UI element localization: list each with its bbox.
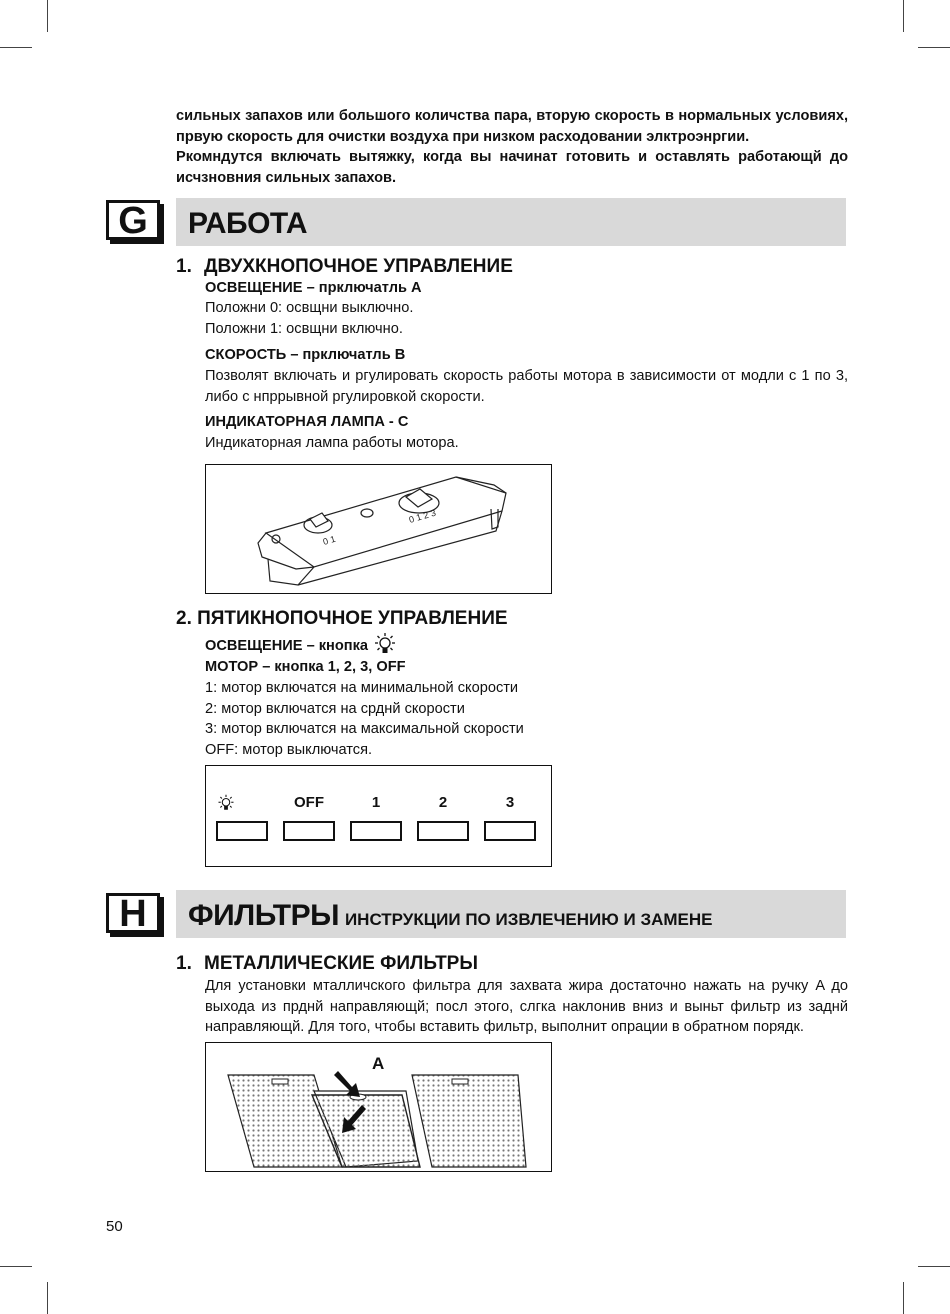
switch-a-scale: 0 1 <box>321 533 337 547</box>
text-line: 2: мотор включатся на срднй скорости <box>205 700 465 717</box>
heading-number: 1. <box>176 256 192 277</box>
intro-paragraph: сильных запахов или большого количства пара, вторую скорость в нормальных условиях, првую скорость для очистки воздуха при низком расходовании элктроэнргии. <box>176 108 848 145</box>
heading-metal-filters <box>176 953 478 975</box>
crop-mark <box>47 1282 48 1314</box>
panel-off-button <box>283 821 335 841</box>
metal-filters-drawing <box>206 1043 551 1171</box>
section-letter-g: G <box>106 200 160 240</box>
panel-3-label: 3 <box>505 794 515 811</box>
heading-two-button-control <box>176 256 513 278</box>
text-line: OFF: мотор выключатся. <box>205 741 373 758</box>
panel-3-button <box>484 821 536 841</box>
intro-paragraph: Ркомндутся включать вытяжку, когда вы начинат готовить и оставлять работающй до исчзновния сильных запахов. <box>176 149 848 186</box>
section-subtitle: ИНСТРУКЦИИ ПО ИЗВЛЕЧЕНИЮ И ЗАМЕНЕ <box>344 910 713 929</box>
heading-number: 1. <box>176 953 192 974</box>
panel-2-label: 2 <box>438 794 448 811</box>
lamp-title: ИНДИКАТОРНАЯ ЛАМПА - C <box>205 414 409 430</box>
motor-button-text <box>205 678 524 760</box>
light-bulb-icon <box>372 632 398 656</box>
crop-mark <box>903 1282 904 1314</box>
light-button-title-text: ОСВЕЩЕНИЕ – кнопка <box>205 638 369 654</box>
filters-text: Для установки мталличского фильтра для захвата жира достаточно нажать на ручку A до выхода из прднй направляющй; посл этого, слгка наклонив вниз и выньт фильтр из заднй направляющй. Для того, чтобы вставить фильтр, выполнит опрации в обратном порядк. <box>205 978 848 1035</box>
panel-2-button <box>417 821 469 841</box>
lamp-text: Индикаторная лампа работы мотора. <box>205 435 459 451</box>
heading-text: ДВУХКНОПОЧНОЕ УПРАВЛЕНИЕ <box>204 256 513 277</box>
metal-filters-figure <box>205 1042 552 1172</box>
section-header-h <box>176 890 846 938</box>
crop-mark <box>918 47 950 48</box>
crop-mark <box>47 0 48 32</box>
text-line: 1: мотор включатся на минимальной скорости <box>205 680 519 696</box>
text-line: Положни 1: освщни включно. <box>205 320 403 337</box>
light-bulb-icon <box>216 794 236 812</box>
panel-1-label: 1 <box>371 794 381 811</box>
switch-b-scale: 0 1 2 3 <box>407 507 438 525</box>
text-line: Положни 0: освщни выключно. <box>205 300 414 316</box>
light-button-title <box>205 632 398 656</box>
heading-five-button-control: 2. ПЯТИКНОПОЧНОЕ УПРАВЛЕНИЕ <box>176 608 508 629</box>
speed-switch-text: Позволят включать и ргулировать скорость работы мотора в зависимости от модли с 1 по 3, либо с нпррывной ргулировкой скорости. <box>205 368 848 405</box>
heading-text: МЕТАЛЛИЧЕСКИЕ ФИЛЬТРЫ <box>204 953 478 974</box>
page-number: 50 <box>106 1218 123 1235</box>
panel-1-button <box>350 821 402 841</box>
section-letter-h: H <box>106 893 160 933</box>
handle-a-label: A <box>372 1054 385 1073</box>
text-line: 3: мотор включатся на максимальной скорости <box>205 721 524 737</box>
crop-mark <box>903 0 904 32</box>
intro-text <box>176 106 848 188</box>
crop-mark <box>0 47 32 48</box>
light-switch-text <box>205 298 413 339</box>
motor-button-title: МОТОР – кнопка 1, 2, 3, OFF <box>205 659 406 675</box>
section-title: РАБОТА <box>188 207 308 240</box>
crop-mark <box>918 1266 950 1267</box>
panel-light-label <box>216 794 268 812</box>
speed-switch-title: СКОРОСТЬ – прключатль B <box>205 347 406 363</box>
two-switch-panel-figure <box>205 464 552 594</box>
light-switch-title: ОСВЕЩЕНИЕ – прключатль A <box>205 280 422 296</box>
crop-mark <box>0 1266 32 1267</box>
section-title: ФИЛЬТРЫ <box>188 899 339 932</box>
section-header-g <box>176 198 846 246</box>
panel-light-button <box>216 821 268 841</box>
two-switch-panel-drawing <box>206 465 551 593</box>
panel-off-label: OFF <box>294 794 324 811</box>
five-button-panel-figure <box>205 765 552 867</box>
